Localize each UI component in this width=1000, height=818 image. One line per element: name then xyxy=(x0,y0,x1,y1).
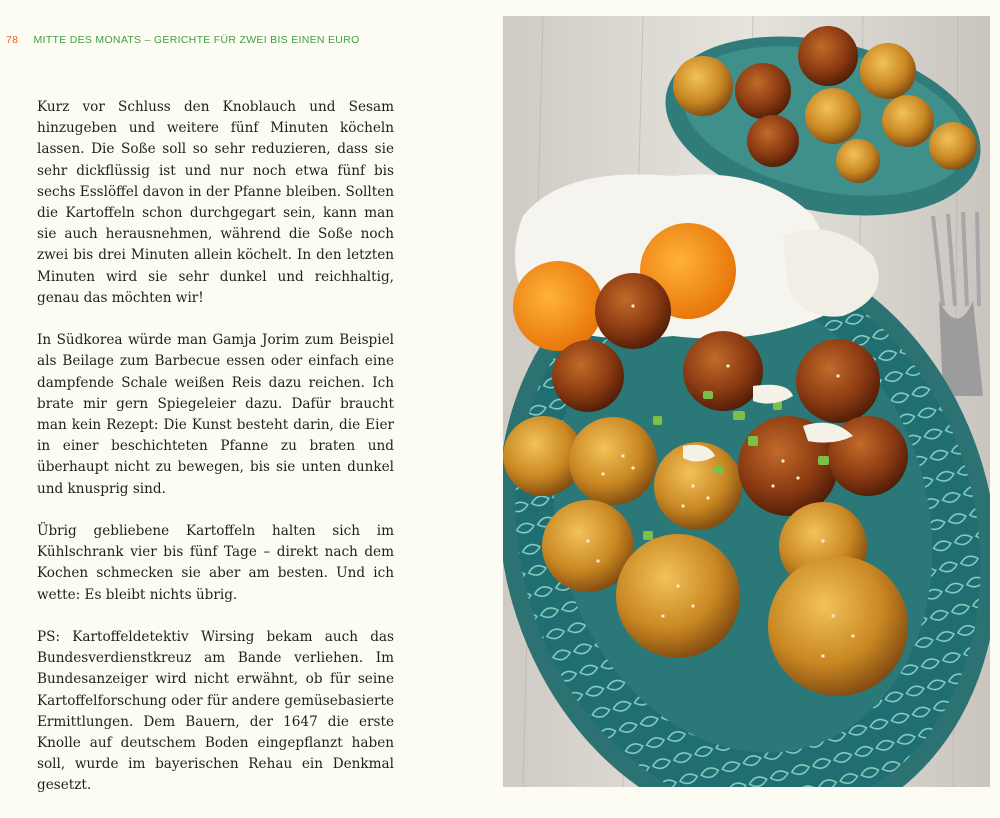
paragraph: Übrig gebliebene Kartoffeln halten sich im Kühlschrank vier bis fünf Tage – direkt nach dem Kochen schmecken sie aber am besten. Und ich wette: Es bleibt nichts übrig. xyxy=(37,523,394,603)
paragraph: Kurz vor Schluss den Knoblauch und Sesam hinzugeben und weitere fünf Minuten köcheln lassen. Die Soße soll so sehr reduzieren, dass sie sehr dickflüssig ist und nur noch etwa fünf bis sechs Esslöffel davon in der Pfanne bleiben. Sollten die Kartoffeln schon durchgegart sein, kann man sie auch herausnehmen, während die Soße noch zwei bis drei Minuten allein köchelt. In den letzten Minuten wird sie sehr dunkel und reichhaltig, genau das möchten wir! xyxy=(37,99,394,306)
running-title: MITTE DES MONATS – GERICHTE FÜR ZWEI BIS EINEN EURO xyxy=(33,34,360,46)
page-number: 78 xyxy=(6,34,19,46)
paragraph: In Südkorea würde man Gamja Jorim zum Beispiel als Beilage zum Barbecue essen oder einfach eine dampfende Schale weißen Reis dazu reichen. Ich brate mir gern Spiegeleier dazu. Dafür braucht man kein Rezept: Die Kunst besteht darin, die Eier in einer beschichteten Pfanne zu braten und überhaupt nicht zu bewegen, bis sie unten dunkel und knusprig sind. xyxy=(37,332,394,497)
food-photo-illustration xyxy=(503,16,990,787)
food-photo xyxy=(503,16,990,787)
paragraph: PS: Kartoffeldetektiv Wirsing bekam auch das Bundesverdienstkreuz am Bande verliehen. Im Bundesanzeiger wird nicht erwähnt, ob für seine Kartoffelforschung oder für andere gemüsebasierte Ermittlungen. Dem Bauern, der 1647 die erste Knolle auf deutschem Boden eingepflanzt haben soll, wurde im bayerischen Rehau ein Denkmal gesetzt. xyxy=(37,629,394,794)
left-page xyxy=(0,0,500,800)
body-text xyxy=(37,97,394,818)
running-header xyxy=(6,34,360,46)
